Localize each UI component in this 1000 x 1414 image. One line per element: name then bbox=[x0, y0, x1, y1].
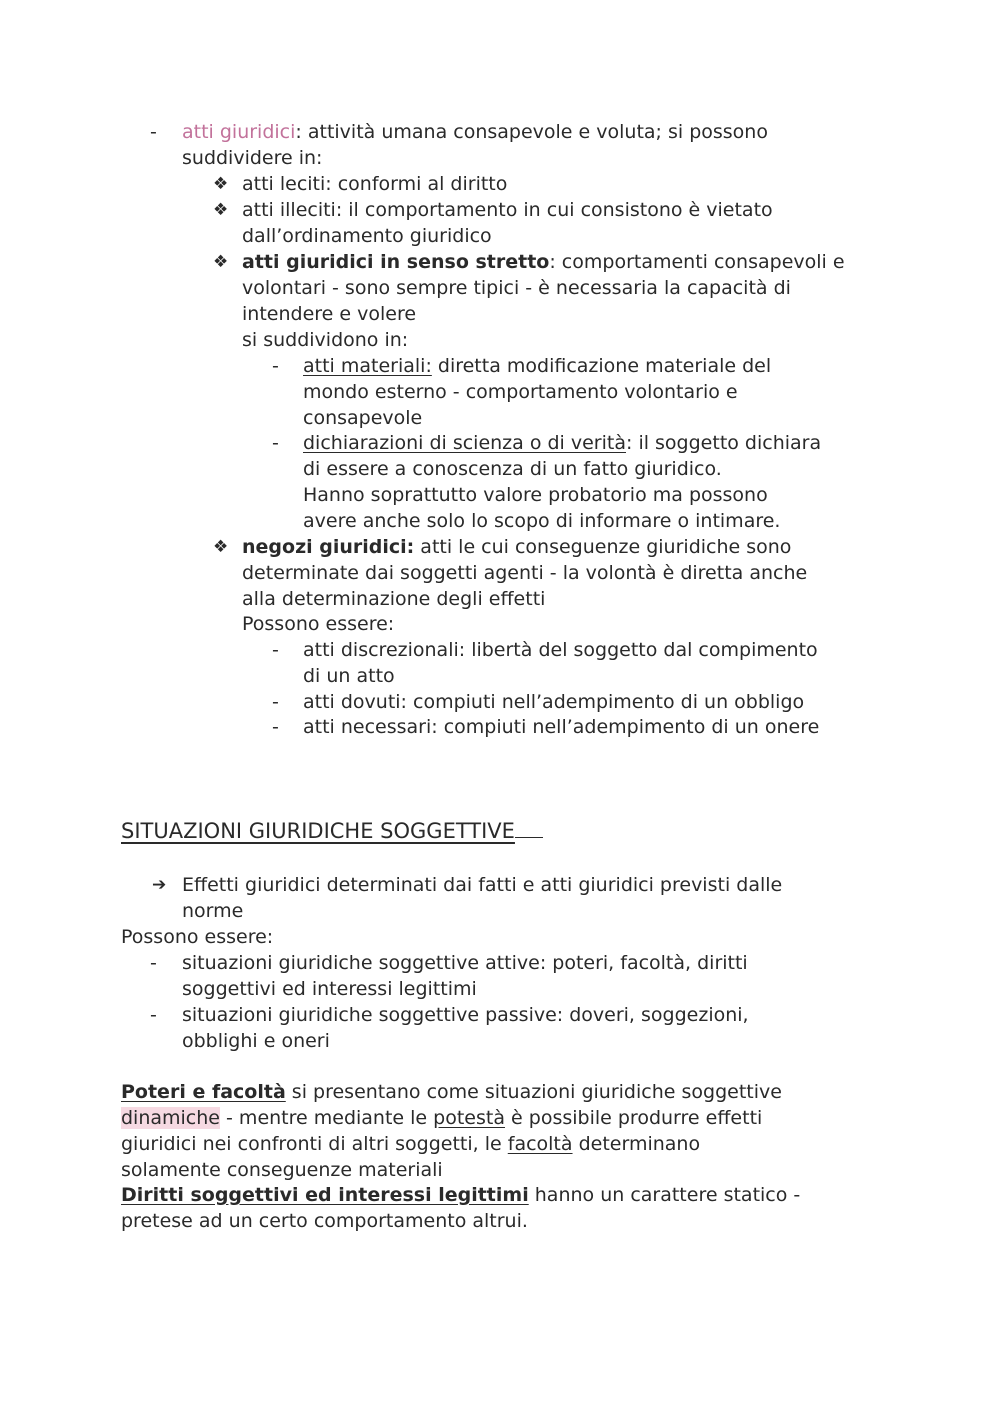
diamond-bullet-icon: ❖ bbox=[213, 174, 229, 194]
atti-necessari-item: atti necessari: compiuti nell’adempimento di un onere bbox=[303, 716, 820, 738]
text-line: dall’ordinamento giuridico bbox=[242, 225, 492, 247]
text-line: soggettivi ed interessi legittimi bbox=[182, 978, 477, 1000]
text-line: intendere e volere bbox=[242, 303, 417, 325]
text-line: mondo esterno - comportamento volontario e bbox=[303, 381, 738, 403]
atti-giuridici-term: atti giuridici bbox=[182, 121, 296, 143]
text-line: pretese ad un certo comportamento altrui. bbox=[121, 1210, 528, 1232]
dash-bullet: - bbox=[272, 691, 279, 713]
text-line: suddividere in: bbox=[182, 147, 323, 169]
dash-bullet: - bbox=[272, 716, 279, 738]
dash-bullet: - bbox=[150, 121, 157, 143]
diamond-bullet-icon: ❖ bbox=[213, 252, 229, 272]
passive-item: situazioni giuridiche soggettive passive: doveri, soggezioni, bbox=[182, 1004, 749, 1026]
text-line: giuridici nei confronti di altri soggetti, le facoltà determinano bbox=[121, 1133, 701, 1155]
effetti-item: Effetti giuridici determinati dai fatti e atti giuridici previsti dalle bbox=[182, 874, 783, 896]
text-line: volontari - sono sempre tipici - è necessaria la capacità di bbox=[242, 277, 791, 299]
diamond-bullet-icon: ❖ bbox=[213, 200, 229, 220]
atti-illeciti-item: atti illeciti: il comportamento in cui consistono è vietato bbox=[242, 199, 773, 221]
text-line: alla determinazione degli effetti bbox=[242, 588, 546, 610]
dash-bullet: - bbox=[272, 639, 279, 661]
dichiarazioni-item: dichiarazioni di scienza o di verità: il soggetto dichiara bbox=[303, 432, 822, 454]
text-line: norme bbox=[182, 900, 244, 922]
senso-stretto-item: atti giuridici in senso stretto: comportamenti consapevoli e bbox=[242, 251, 845, 273]
text-line: di essere a conoscenza di un fatto giuridico. bbox=[303, 458, 722, 480]
text-line: Possono essere: bbox=[242, 613, 395, 635]
text-line: consapevole bbox=[303, 407, 423, 429]
dash-bullet: - bbox=[150, 952, 157, 974]
diritti-paragraph-line: Diritti soggettivi ed interessi legittimi hanno un carattere statico - bbox=[121, 1184, 801, 1206]
atti-discrezionali-item: atti discrezionali: libertà del soggetto dal compimento bbox=[303, 639, 818, 661]
dash-bullet: - bbox=[272, 355, 279, 377]
section-heading: SITUAZIONI GIURIDICHE SOGGETTIVE bbox=[121, 817, 543, 845]
text-line: Hanno soprattutto valore probatorio ma possono bbox=[303, 484, 768, 506]
atti-materiali-item: atti materiali: diretta modificazione materiale del bbox=[303, 355, 772, 377]
dash-bullet: - bbox=[150, 1004, 157, 1026]
text-line: si suddividono in: bbox=[242, 329, 409, 351]
attive-item: situazioni giuridiche soggettive attive: poteri, facoltà, diritti bbox=[182, 952, 748, 974]
text-line: avere anche solo lo scopo di informare o intimare. bbox=[303, 510, 781, 532]
atti-leciti-item: atti leciti: conformi al diritto bbox=[242, 173, 508, 195]
negozi-giuridici-item: negozi giuridici: atti le cui conseguenze giuridiche sono bbox=[242, 536, 792, 558]
atti-giuridici-line: atti giuridici: attività umana consapevole e voluta; si possono bbox=[182, 121, 768, 143]
dash-bullet: - bbox=[272, 432, 279, 454]
text-line: dinamiche - mentre mediante le potestà è possibile produrre effetti bbox=[121, 1107, 763, 1129]
text-line: solamente conseguenze materiali bbox=[121, 1159, 443, 1181]
highlight-dinamiche: dinamiche bbox=[121, 1107, 220, 1129]
poteri-paragraph-line: Poteri e facoltà si presentano come situazioni giuridiche soggettive bbox=[121, 1081, 782, 1103]
atti-dovuti-item: atti dovuti: compiuti nell’adempimento di un obbligo bbox=[303, 691, 805, 713]
heading-underline-trail bbox=[515, 819, 543, 838]
arrow-bullet-icon: ➔ bbox=[152, 875, 167, 895]
diamond-bullet-icon: ❖ bbox=[213, 537, 229, 557]
text-line: di un atto bbox=[303, 665, 395, 687]
text-line: Possono essere: bbox=[121, 926, 274, 948]
text-line: determinate dai soggetti agenti - la volontà è diretta anche bbox=[242, 562, 808, 584]
text-line: obblighi e oneri bbox=[182, 1030, 330, 1052]
